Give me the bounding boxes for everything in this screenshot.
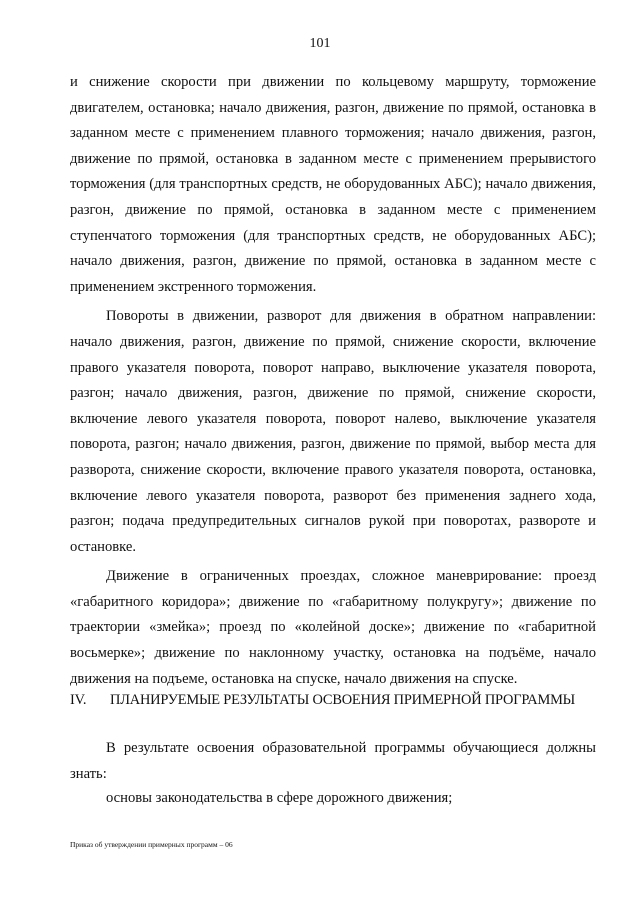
footer-note: Приказ об утверждении примерных программ – 06 (70, 840, 233, 849)
section-title: ПЛАНИРУЕМЫЕ РЕЗУЛЬТАТЫ ОСВОЕНИЯ ПРИМЕРНОЙ ПРОГРАММЫ (110, 692, 576, 708)
paragraph-maneuvering: Движение в ограниченных проездах, сложное маневрирование: проезд «габаритного коридора»; движение по «габаритному полукругу»; движение по траектории «змейка»; проезд по «колейной доске»; движение по «габаритной восьмерке»; движение по наклонному участку, остановка на подъёме, начало движения на подъеме, остановка на спуске, начало движения на спуске. (70, 568, 596, 687)
results-item: основы законодательства в сфере дорожного движения; (106, 790, 453, 806)
results-intro (70, 735, 596, 787)
body-text (70, 70, 596, 692)
results-intro-text: В результате освоения образовательной программы обучающиеся должны знать: (70, 740, 596, 782)
page-number: 101 (309, 36, 331, 51)
section-heading (70, 692, 610, 709)
paragraph-turns: Повороты в движении, разворот для движения в обратном направлении: начало движения, разгон, движение по прямой, снижение скорости, включение правого указателя поворота, поворот направо, выключение указателя поворота, разгон; начало движения, разгон, движение по прямой, снижение скорости, включение левого указателя поворота, поворот налево, выключение указателя поворота, разгон; начало движения, разгон, движение по прямой, выбор места для разворота, снижение скорости, включение правого указателя поворота, остановка, включение левого указателя поворота, разворот без применения заднего хода, разгон; подача предупредительных сигналов рукой при поворотах, развороте и остановке. (70, 308, 596, 555)
section-number: IV. (70, 692, 87, 708)
paragraph-braking: и снижение скорости при движении по кольцевому маршруту, торможение двигателем, остановка; начало движения, разгон, движение по прямой, остановка в заданном месте с применением плавного торможения; начало движения, разгон, движение по прямой, остановка в заданном месте с применением прерывистого торможения (для транспортных средств, не оборудованных АБС); начало движения, разгон, движение по прямой, остановка в заданном месте с применением ступенчатого торможения (для транспортных средств, не оборудованных АБС); начало движения, разгон, движение по прямой, остановка в заданном месте с применением экстренного торможения. (70, 74, 596, 295)
